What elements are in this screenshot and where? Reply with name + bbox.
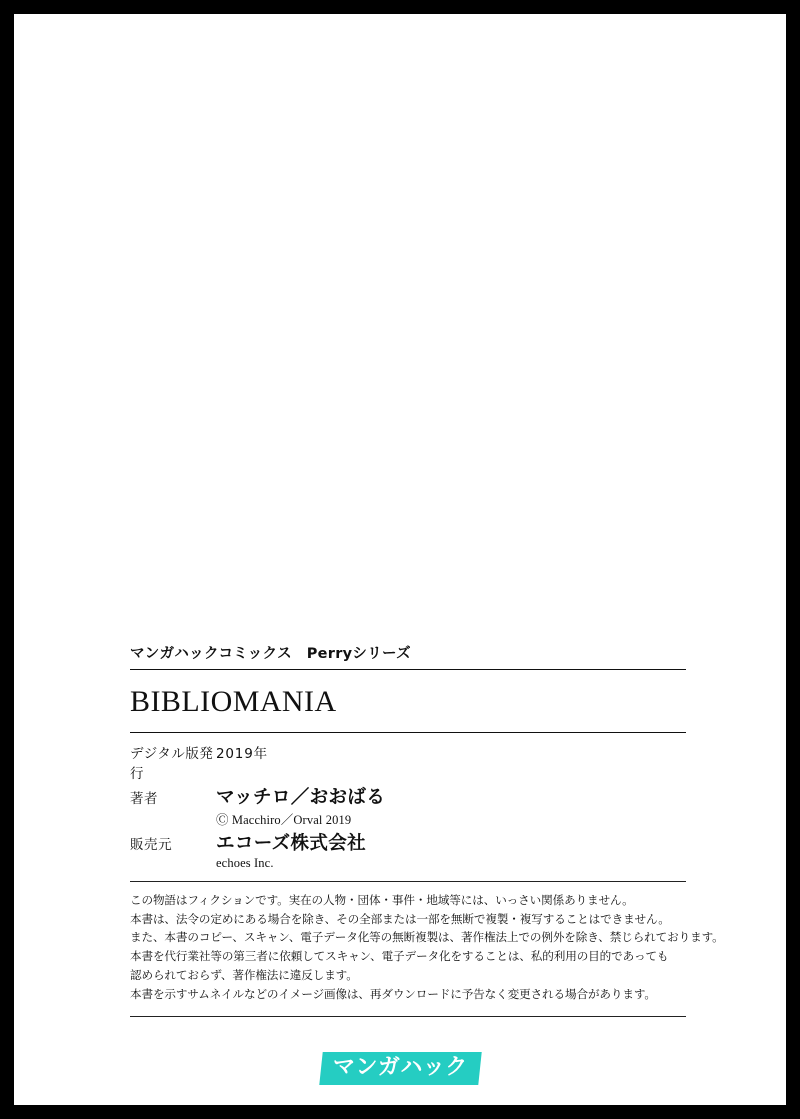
book-title: BIBLIOMANIA: [130, 685, 337, 718]
legal-notice-block: [130, 882, 724, 1016]
meta-row-author: [130, 787, 686, 828]
meta-label-author: 著者: [130, 790, 159, 807]
series-label: マンガハックコミックス Perryシリーズ: [130, 646, 411, 662]
meta-label-publication: デジタル版発行: [130, 745, 214, 782]
mangahack-logo-text: マンガハック: [332, 1055, 468, 1080]
meta-value-distributor: エコーズ株式会社: [216, 832, 367, 854]
meta-sub-distributor-english: echoes Inc.: [216, 855, 274, 870]
title-block: [130, 670, 686, 732]
legal-notice-line: また、本書のコピー、スキャン、電子データ化等の無断複製は、著作権法上での例外を除き、禁じられております。: [130, 930, 724, 945]
meta-value-author: マッチロ／おおばる: [216, 786, 386, 808]
legal-notice-line: 本書は、法令の定めにある場合を除き、その全部または一部を無断で複製・複写することはできません。: [130, 911, 670, 926]
meta-row-distributor: [130, 833, 686, 871]
meta-sub-author-copyright: Ⓒ Macchiro／Orval 2019: [216, 812, 352, 827]
meta-row-publication: [130, 742, 686, 782]
meta-label-distributor: 販売元: [130, 836, 173, 853]
legal-notice-line: この物語はフィクションです。実在の人物・団体・事件・地域等には、いっさい関係ありません。: [130, 892, 634, 907]
mangahack-logo-badge: [319, 1052, 481, 1085]
colophon-block: [130, 642, 724, 1017]
meta-value-publication: 2019年: [216, 745, 268, 762]
legal-notice-line: 本書を示すサムネイルなどのイメージ画像は、再ダウンロードに予告なく変更される場合があります。: [130, 986, 656, 1001]
legal-notice-line: 本書を代行業社等の第三者に依頼してスキャン、電子データ化をすることは、私的利用の目的であっても: [130, 949, 669, 964]
divider-bottom: [130, 1016, 686, 1017]
metadata-block: [130, 733, 686, 881]
page-canvas: [14, 14, 786, 1105]
publisher-logo: [14, 1052, 786, 1085]
legal-notice-line: 認められておらず、著作権法に違反します。: [130, 968, 358, 982]
